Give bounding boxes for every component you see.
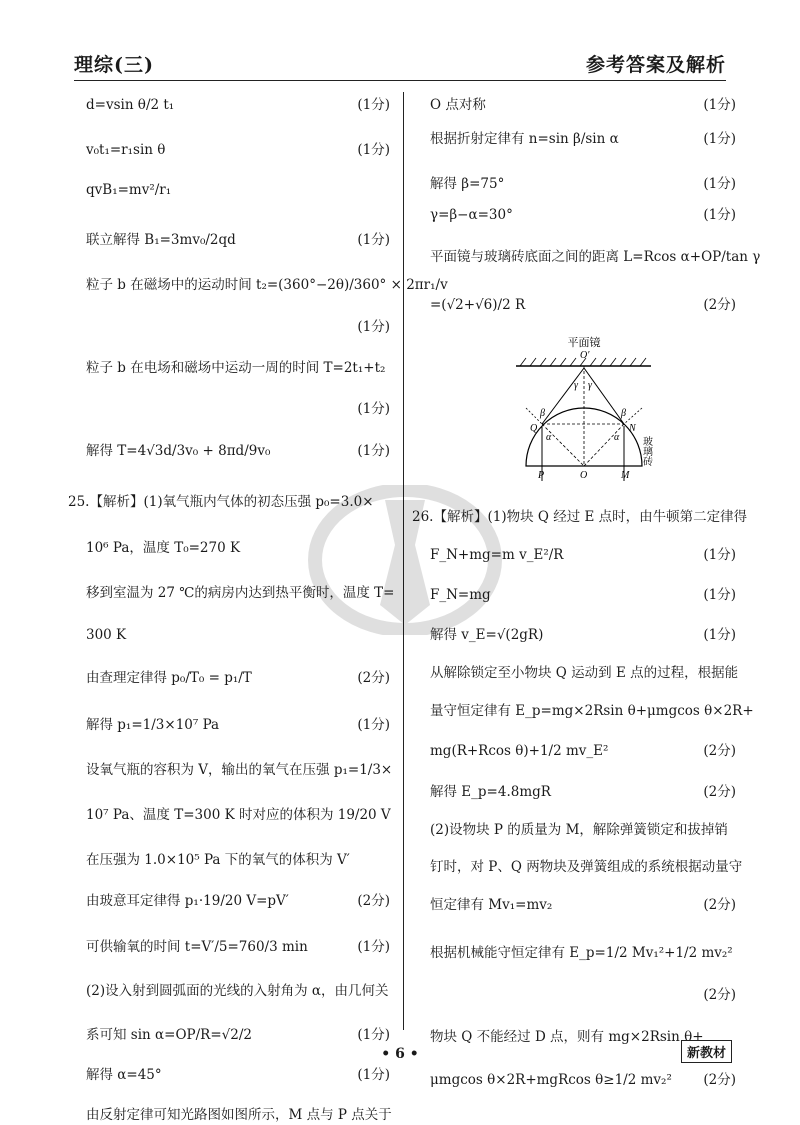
- score-label: (2分): [357, 893, 390, 909]
- line-text: 系可知 sin α=OP/R=√2/2: [86, 1027, 252, 1043]
- label-m: M: [621, 470, 630, 481]
- line-text: (2)设物块 P 的质量为 M，解除弹簧锁定和拔掉销: [430, 822, 728, 838]
- line-text: 设氧气瓶的容积为 V，输出的氧气在压强 p₁=1/3×: [86, 762, 393, 778]
- subject-title: 理综(三): [74, 54, 154, 76]
- line-text: 10⁷ Pa、温度 T=300 K 时对应的体积为 19/20 V: [86, 807, 391, 823]
- line-text: qvB₁=mv²/r₁: [86, 182, 172, 198]
- score-label: (2分): [703, 784, 736, 800]
- line-text: 物块 Q 不能经过 D 点，则有 mg×2Rsin θ+: [430, 1029, 704, 1045]
- score-label: (1分): [357, 319, 390, 335]
- angle-gamma-left: γ: [574, 380, 578, 391]
- score-label: (1分): [357, 1067, 390, 1083]
- line-text: 粒子 b 在电场和磁场中运动一周的时间 T=2t₁+t₂: [86, 360, 386, 376]
- line-text: F_N+mg=m v_E²/R: [430, 547, 564, 563]
- optics-diagram: [506, 336, 666, 486]
- score-label: (1分): [357, 97, 390, 113]
- line-text: γ=β−α=30°: [430, 207, 513, 223]
- label-o-prime: O′: [580, 350, 590, 361]
- line-text: 粒子 b 在磁场中的运动时间 t₂=(360°−2θ)/360° × 2πr₁/v: [86, 277, 448, 293]
- score-label: (1分): [703, 97, 736, 113]
- glass-label: 玻璃砖: [640, 436, 652, 466]
- line-text: 根据机械能守恒定律有 E_p=1/2 Mv₁²+1/2 mv₂²: [430, 945, 733, 961]
- line-text: 钉时，对 P、Q 两物块及弹簧组成的系统根据动量守: [430, 859, 743, 875]
- angle-alpha-right: α: [614, 432, 620, 443]
- line-text: mg(R+Rcos θ)+1/2 mv_E²: [430, 743, 609, 759]
- line-text: 在压强为 1.0×10⁵ Pa 下的氧气的体积为 V′: [86, 852, 350, 868]
- line-text: 从解除锁定至小物块 Q 运动到 E 点的过程，根据能: [430, 665, 739, 681]
- line-text: 26.【解析】(1)物块 Q 经过 E 点时，由牛顿第二定律得: [412, 509, 748, 525]
- line-text: 25.【解析】(1)氧气瓶内气体的初态压强 p₀=3.0×: [68, 494, 374, 510]
- score-label: (1分): [357, 1027, 390, 1043]
- ray-left: [542, 368, 584, 424]
- label-o: O: [580, 470, 588, 481]
- label-p: P: [538, 470, 545, 481]
- score-label: (2分): [703, 743, 736, 759]
- score-label: (1分): [357, 939, 390, 955]
- line-text: (2)设入射到圆弧面的光线的入射角为 α，由几何关: [86, 983, 389, 999]
- line-text: 解得 v_E=√(2gR): [430, 627, 544, 643]
- label-n: N: [629, 423, 636, 434]
- line-text: μmgcos θ×2R+mgRcos θ≥1/2 mv₂²: [430, 1072, 672, 1088]
- score-label: (1分): [357, 717, 390, 733]
- score-label: (1分): [703, 131, 736, 147]
- score-label: (1分): [703, 176, 736, 192]
- line-text: 解得 α=45°: [86, 1067, 162, 1083]
- label-q: Q: [530, 423, 538, 434]
- page-header: [74, 40, 726, 81]
- mirror-label: 平面镜: [567, 337, 601, 349]
- angle-beta-left: β: [540, 408, 545, 419]
- line-text: 解得 T=4√3d/3v₀ + 8πd/9v₀: [86, 443, 271, 459]
- line-text: 平面镜与玻璃砖底面之间的距离 L=Rcos α+OP/tan γ: [430, 249, 761, 265]
- line-text: F_N=mg: [430, 587, 491, 603]
- line-text: 联立解得 B₁=3mv₀/2qd: [86, 232, 236, 248]
- score-label: (1分): [357, 142, 390, 158]
- angle-alpha-left: α: [546, 432, 552, 443]
- line-text: 300 K: [86, 627, 127, 643]
- line-text: 10⁶ Pa，温度 T₀=270 K: [86, 540, 241, 556]
- line-text: 量守恒定律有 E_p=mg×2Rsin θ+μmgcos θ×2R+: [430, 703, 754, 719]
- score-label: (1分): [357, 443, 390, 459]
- line-text: 由玻意耳定律得 p₁·19/20 V=pV′: [86, 893, 289, 909]
- score-label: (1分): [703, 207, 736, 223]
- line-text: 由反射定律可知光路图如图所示，M 点与 P 点关于: [86, 1107, 392, 1123]
- line-text: O 点对称: [430, 97, 486, 113]
- line-text: 移到室温为 27 ℃的病房内达到热平衡时，温度 T=: [86, 585, 395, 601]
- score-label: (1分): [357, 232, 390, 248]
- page-number: • 6 •: [381, 1046, 419, 1062]
- score-label: (1分): [357, 401, 390, 417]
- line-text: d=vsin θ/2 t₁: [86, 97, 175, 113]
- score-label: (2分): [703, 987, 736, 1003]
- ray-right: [584, 368, 624, 424]
- line-text: 解得 β=75°: [430, 176, 505, 192]
- line-text: 可供输氧的时间 t=V′/5=760/3 min: [86, 939, 308, 955]
- score-label: (1分): [703, 587, 736, 603]
- line-text: 解得 E_p=4.8mgR: [430, 784, 551, 800]
- score-label: (2分): [703, 897, 736, 913]
- line-text: v₀t₁=r₁sin θ: [86, 142, 166, 158]
- line-text: =(√2+√6)/2 R: [430, 297, 526, 313]
- score-label: (2分): [703, 1072, 736, 1088]
- line-text: 解得 p₁=1/3×10⁷ Pa: [86, 717, 220, 733]
- edition-badge: 新教材: [681, 1040, 732, 1063]
- angle-gamma-right: γ: [588, 380, 592, 391]
- line-text: 恒定律有 Mv₁=mv₂: [430, 897, 553, 913]
- score-label: (1分): [703, 627, 736, 643]
- line-text: 由查理定律得 p₀/T₀ = p₁/T: [86, 670, 252, 686]
- line-text: 根据折射定律有 n=sin β/sin α: [430, 131, 619, 147]
- score-label: (2分): [357, 670, 390, 686]
- section-title: 参考答案及解析: [585, 54, 726, 76]
- score-label: (2分): [703, 297, 736, 313]
- score-label: (1分): [703, 547, 736, 563]
- angle-beta-right: β: [621, 408, 626, 419]
